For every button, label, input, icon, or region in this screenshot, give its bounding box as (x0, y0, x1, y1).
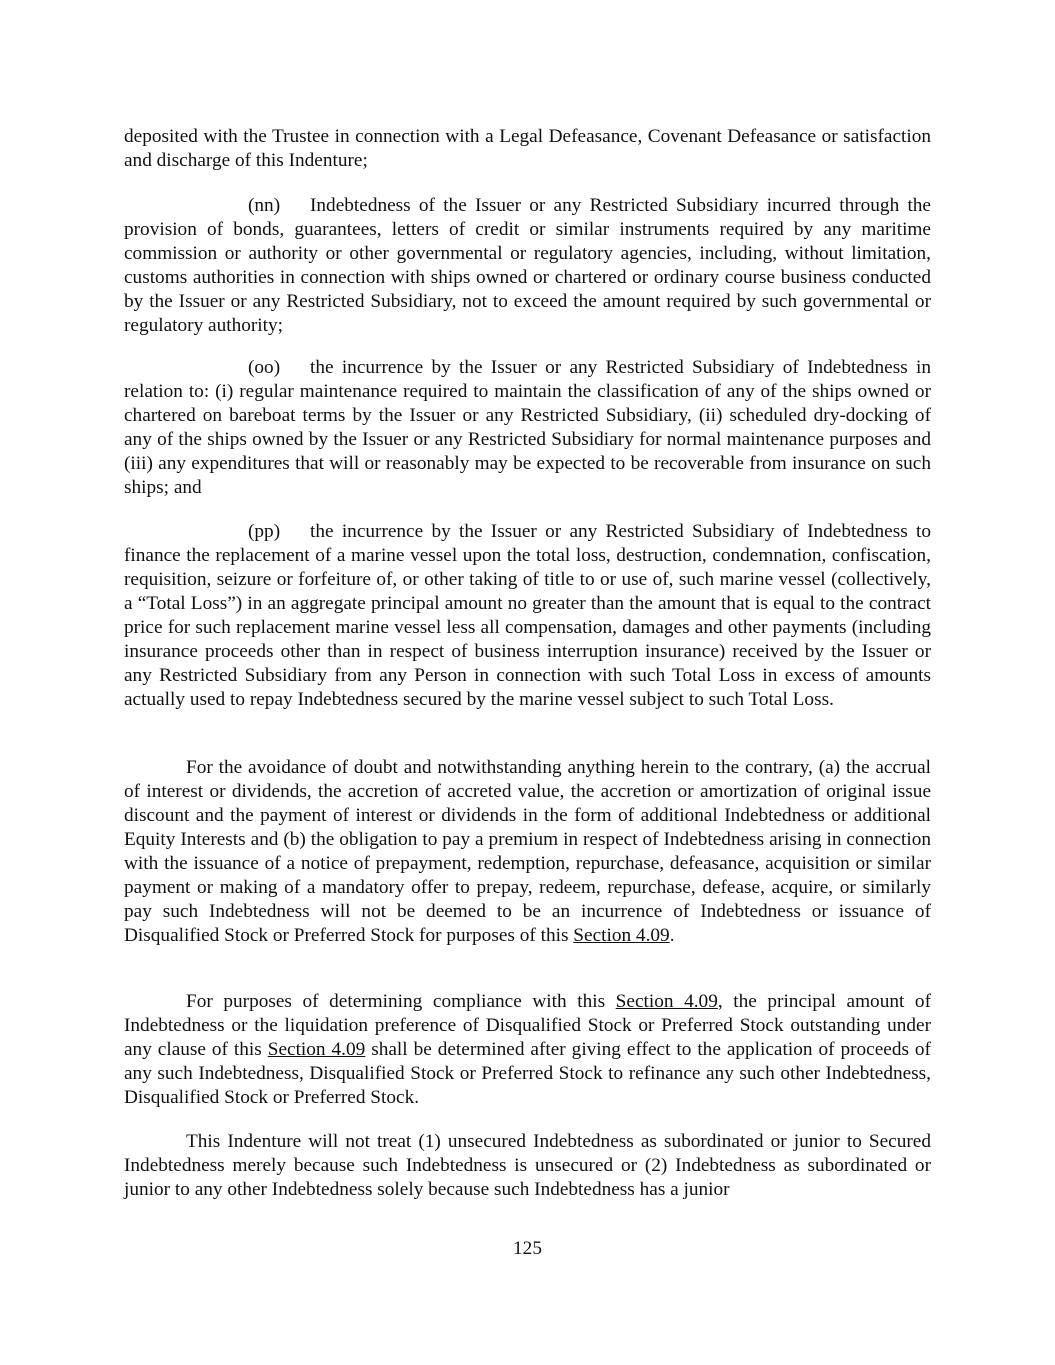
avoidance-text: For the avoidance of doubt and notwithstanding anything herein to the contrary, (a) the accrual of interest or dividends, the accretion of accreted value, the accretion or amortization of original issue discount and the payment of interest or dividends in the form of additional Indebtedness or additional Equity Interests and (b) the obligation to pay a premium in respect of Indebtedness arising in connection with the issuance of a notice of prepayment, redemption, repurchase, defeasance, acquisition or similar payment or making of a mandatory offer to prepay, redeem, repurchase, defease, acquire, or similarly pay such Indebtedness will not be deemed to be an incurrence of Indebtedness or issuance of Disqualified Stock or Preferred Stock for purposes of this (124, 757, 931, 946)
clause-label: (nn) (248, 195, 281, 216)
compliance-text-2: , the principal amount of Indebtedness or the liquidation preference of Disqualified Stock or Preferred Stock outstanding under any clause of this (124, 991, 931, 1060)
clause-text: the incurrence by the Issuer or any Restricted Subsidiary of Indebtedness in relation to: (i) regular maintenance required to maintain the classification of any of the ships owned or chartered on bareboat terms by the Issuer or any Restricted Subsidiary, (ii) scheduled dry-docking of any of the ships owned by the Issuer or any Restricted Subsidiary for normal maintenance purposes and (iii) any expenditures that will or reasonably may be expected to be recoverable from insurance on such ships; and (124, 357, 931, 498)
section-reference-link[interactable]: Section 4.09 (267, 1039, 366, 1060)
compliance-paragraph (124, 990, 931, 1110)
clause-oo (124, 356, 931, 500)
final-paragraph: This Indenture will not treat (1) unsecured Indebtedness as subordinated or junior to Secured Indebtedness merely because such Indebtedness is unsecured or (2) Indebtedness as subordinated or junior to any other Indebtedness solely because such Indebtedness has a junior (124, 1131, 931, 1200)
clause-label: (pp) (248, 521, 281, 542)
avoidance-end: . (669, 925, 675, 946)
clause-text: Indebtedness of the Issuer or any Restricted Subsidiary incurred through the provision of bonds, guarantees, letters of credit or similar instruments required by any maritime commission or authority or other governmental or regulatory agencies, including, without limitation, customs authorities in connection with ships owned or chartered or ordinary course business conducted by the Issuer or any Restricted Subsidiary, not to exceed the amount required by such governmental or regulatory authority; (124, 195, 931, 336)
clause-pp (124, 520, 931, 712)
compliance-text-1: For purposes of determining compliance with this (186, 991, 616, 1012)
avoidance-paragraph (124, 756, 931, 948)
page-number: 125 (513, 1238, 542, 1259)
compliance-text-3: shall be determined after giving effect to the application of proceeds of any such Indebtedness, Disqualified Stock or Preferred Stock to refinance any such other Indebtedness, Disqualified Stock or Preferred Stock. (124, 1039, 931, 1108)
section-reference-link[interactable]: Section 4.09 (573, 925, 670, 946)
clause-nn (124, 194, 931, 338)
clause-label: (oo) (248, 357, 281, 378)
section-reference-link[interactable]: Section 4.09 (615, 991, 718, 1012)
clause-text: the incurrence by the Issuer or any Restricted Subsidiary of Indebtedness to finance the replacement of a marine vessel upon the total loss, destruction, condemnation, confiscation, requisition, seizure or forfeiture of, or other taking of title to or use of, such marine vessel (collectively, a “Total Loss”) in an aggregate principal amount no greater than the amount that is equal to the contract price for such replacement marine vessel less all compensation, damages and other payments (including insurance proceeds other than in respect of business interruption insurance) received by the Issuer or any Restricted Subsidiary from any Person in connection with such Total Loss in excess of amounts actually used to repay Indebtedness secured by the marine vessel subject to such Total Loss. (124, 521, 931, 710)
continuation-paragraph: deposited with the Trustee in connection with a Legal Defeasance, Covenant Defeasance or satisfaction and discharge of this Indenture; (124, 126, 931, 171)
